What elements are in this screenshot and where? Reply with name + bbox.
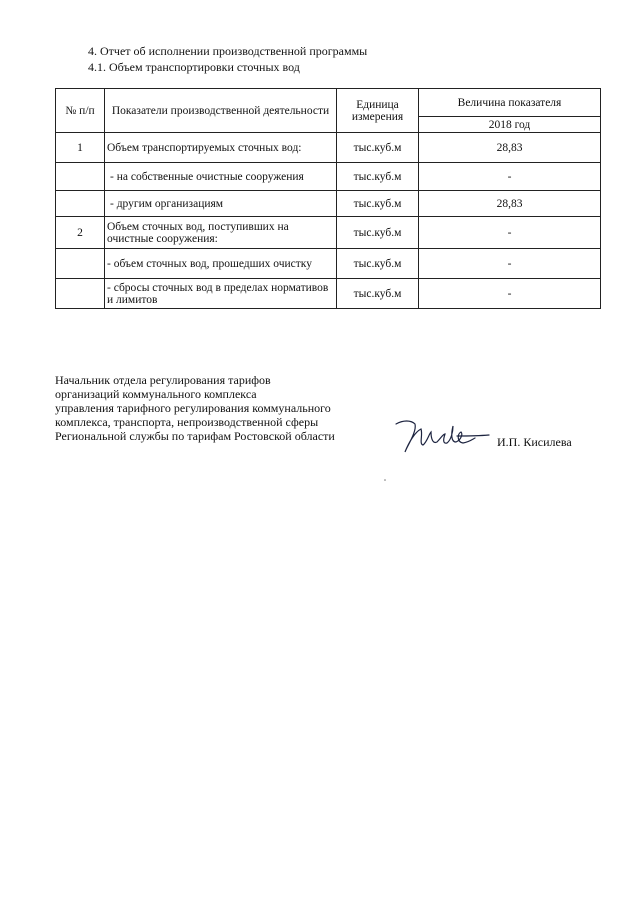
row-num: 1	[56, 133, 105, 163]
row-value: -	[419, 249, 601, 279]
row-unit: тыс.куб.м	[337, 279, 419, 309]
row-indicator: - сбросы сточных вод в пределах нормативов и лимитов	[105, 279, 337, 309]
row-indicator: - другим организациям	[105, 191, 337, 217]
signer-position-line: Начальник отдела регулирования тарифов	[55, 373, 271, 387]
row-num: 2	[56, 217, 105, 249]
row-value: -	[419, 217, 601, 249]
table-row	[56, 217, 601, 249]
row-indicator: - на собственные очистные сооружения	[105, 163, 337, 191]
stray-mark	[383, 478, 387, 482]
signer-name: И.П. Кисилева	[497, 435, 572, 449]
table-row	[56, 249, 601, 279]
header-num: № п/п	[56, 89, 105, 133]
production-indicators-table	[55, 88, 601, 309]
row-num	[56, 163, 105, 191]
row-value: 28,83	[419, 191, 601, 217]
table-row	[56, 279, 601, 309]
table-row	[56, 163, 601, 191]
row-value: -	[419, 163, 601, 191]
signer-position-line: Региональной службы по тарифам Ростовской области	[55, 429, 335, 443]
row-value: 28,83	[419, 133, 601, 163]
header-year: 2018 год	[419, 117, 601, 133]
signer-position	[55, 373, 335, 443]
row-unit: тыс.куб.м	[337, 133, 419, 163]
row-unit: тыс.куб.м	[337, 163, 419, 191]
row-value: -	[419, 279, 601, 309]
section-subheading: 4.1. Объем транспортировки сточных вод	[88, 60, 300, 74]
signer-position-line: управления тарифного регулирования коммунального	[55, 401, 331, 415]
row-indicator: Объем транспортируемых сточных вод:	[105, 133, 337, 163]
table-row	[56, 191, 601, 217]
row-indicator: - объем сточных вод, прошедших очистку	[105, 249, 337, 279]
header-indicator: Показатели производственной деятельности	[105, 89, 337, 133]
section-heading: 4. Отчет об исполнении производственной программы	[88, 44, 368, 58]
signer-position-line: организаций коммунального комплекса	[55, 387, 257, 401]
table-row	[56, 133, 601, 163]
row-unit: тыс.куб.м	[337, 249, 419, 279]
row-indicator: Объем сточных вод, поступивших на очистные сооружения:	[105, 217, 337, 249]
row-num	[56, 249, 105, 279]
row-unit: тыс.куб.м	[337, 191, 419, 217]
signer-position-line: комплекса, транспорта, непроизводственной сферы	[55, 415, 319, 429]
handwritten-signature	[393, 412, 491, 456]
header-value: Величина показателя	[419, 89, 601, 117]
row-num	[56, 279, 105, 309]
row-unit: тыс.куб.м	[337, 217, 419, 249]
header-unit: Единица измерения	[337, 89, 419, 133]
row-num	[56, 191, 105, 217]
